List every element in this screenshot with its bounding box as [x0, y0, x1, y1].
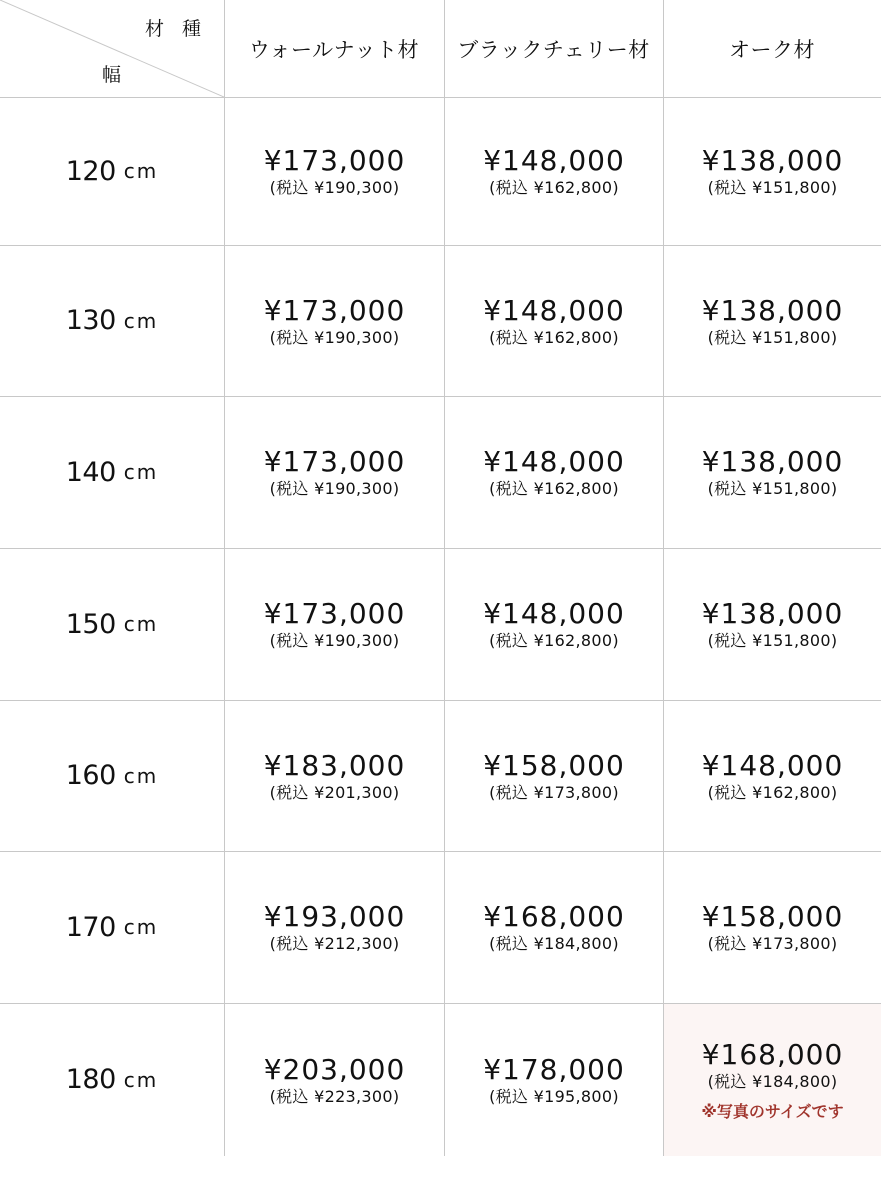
width-unit: cm: [123, 308, 159, 333]
price-cell: [664, 397, 881, 548]
row-header: [0, 396, 224, 548]
tax-included-price: (税込 ¥190,300): [269, 178, 400, 197]
price: ¥173,000: [263, 144, 406, 177]
width-unit: cm: [123, 159, 159, 183]
price: ¥178,000: [483, 1052, 625, 1086]
width-unit: cm: [123, 1067, 159, 1092]
row-header: [0, 245, 224, 396]
price-cell: [225, 246, 444, 396]
price-cell: [664, 852, 881, 1003]
tax-included-price: (税込 ¥223,300): [269, 1086, 400, 1106]
width-label: 幅: [102, 64, 122, 86]
width-value: 160: [65, 760, 116, 791]
price: ¥168,000: [701, 1037, 844, 1071]
price: ¥158,000: [483, 748, 625, 782]
tax-included-price: (税込 ¥162,800): [489, 479, 619, 498]
price-cell: [225, 701, 444, 851]
price: ¥148,000: [483, 293, 625, 327]
price-cell: [225, 549, 444, 700]
price: ¥148,000: [483, 144, 625, 177]
tax-included-price: (税込 ¥173,800): [707, 934, 838, 953]
tax-included-price: (税込 ¥190,300): [269, 479, 400, 498]
tax-included-price: (税込 ¥184,800): [489, 934, 619, 953]
tax-included-price: (税込 ¥151,800): [707, 327, 838, 347]
price: ¥203,000: [263, 1052, 406, 1086]
price: ¥168,000: [483, 900, 625, 933]
price: ¥148,000: [701, 748, 844, 782]
row-header: [0, 1003, 224, 1156]
price-cell: [225, 852, 444, 1003]
width-value: 140: [65, 456, 116, 488]
tax-included-price: (税込 ¥151,800): [707, 631, 838, 650]
tax-included-price: (税込 ¥151,800): [707, 479, 838, 498]
width-value: 180: [65, 1064, 116, 1095]
tax-included-price: (税込 ¥190,300): [269, 631, 400, 650]
price: ¥173,000: [263, 445, 406, 478]
tax-included-price: (税込 ¥151,800): [707, 178, 838, 197]
price-cell: [664, 1004, 881, 1156]
column-header: ウォールナット材: [248, 37, 420, 62]
tax-included-price: (税込 ¥162,800): [489, 178, 619, 197]
tax-included-price: (税込 ¥195,800): [489, 1086, 619, 1106]
width-unit: cm: [123, 763, 159, 788]
price-cell: [445, 549, 663, 700]
price-cell: [445, 246, 663, 396]
column-header: オーク材: [729, 37, 815, 62]
price-cell: [445, 852, 663, 1003]
width-value: 150: [65, 608, 116, 640]
row-header: [0, 97, 224, 245]
price: ¥173,000: [263, 293, 406, 327]
width-unit: cm: [123, 915, 159, 939]
price-cell: [225, 397, 444, 548]
price-cell: [445, 1004, 663, 1156]
tax-included-price: (税込 ¥162,800): [489, 327, 619, 347]
price-cell: [445, 701, 663, 851]
price-cell: [445, 397, 663, 548]
price: ¥158,000: [701, 900, 844, 933]
width-value: 120: [65, 155, 116, 187]
material-type-label: 材 種: [145, 18, 208, 40]
price-cell: [225, 98, 444, 245]
row-header: [0, 700, 224, 851]
row-header: [0, 548, 224, 700]
tax-included-price: (税込 ¥184,800): [707, 1071, 838, 1091]
price: ¥173,000: [263, 597, 406, 630]
tax-included-price: (税込 ¥212,300): [269, 934, 400, 953]
width-unit: cm: [123, 460, 159, 484]
price-cell: [664, 246, 881, 396]
price-cell: [664, 98, 881, 245]
price: ¥138,000: [701, 597, 844, 630]
price-cell: [664, 549, 881, 700]
price-cell: [664, 701, 881, 851]
tax-included-price: (税込 ¥162,800): [489, 631, 619, 650]
photo-size-note: ※写真のサイズです: [701, 1101, 844, 1121]
tax-included-price: (税込 ¥201,300): [269, 782, 400, 802]
tax-included-price: (税込 ¥162,800): [707, 782, 838, 802]
width-unit: cm: [123, 612, 159, 636]
column-header: ブラックチェリー材: [457, 37, 650, 62]
price: ¥183,000: [263, 748, 406, 782]
price: ¥138,000: [701, 293, 844, 327]
row-header: [0, 851, 224, 1003]
width-value: 130: [65, 305, 116, 336]
price: ¥148,000: [483, 445, 625, 478]
price-cell: [225, 1004, 444, 1156]
tax-included-price: (税込 ¥173,800): [489, 782, 619, 802]
width-value: 170: [65, 911, 116, 943]
price-cell: [445, 98, 663, 245]
tax-included-price: (税込 ¥190,300): [269, 327, 400, 347]
price: ¥138,000: [701, 144, 844, 177]
price: ¥148,000: [483, 597, 625, 630]
price: ¥138,000: [701, 445, 844, 478]
price: ¥193,000: [263, 900, 406, 933]
